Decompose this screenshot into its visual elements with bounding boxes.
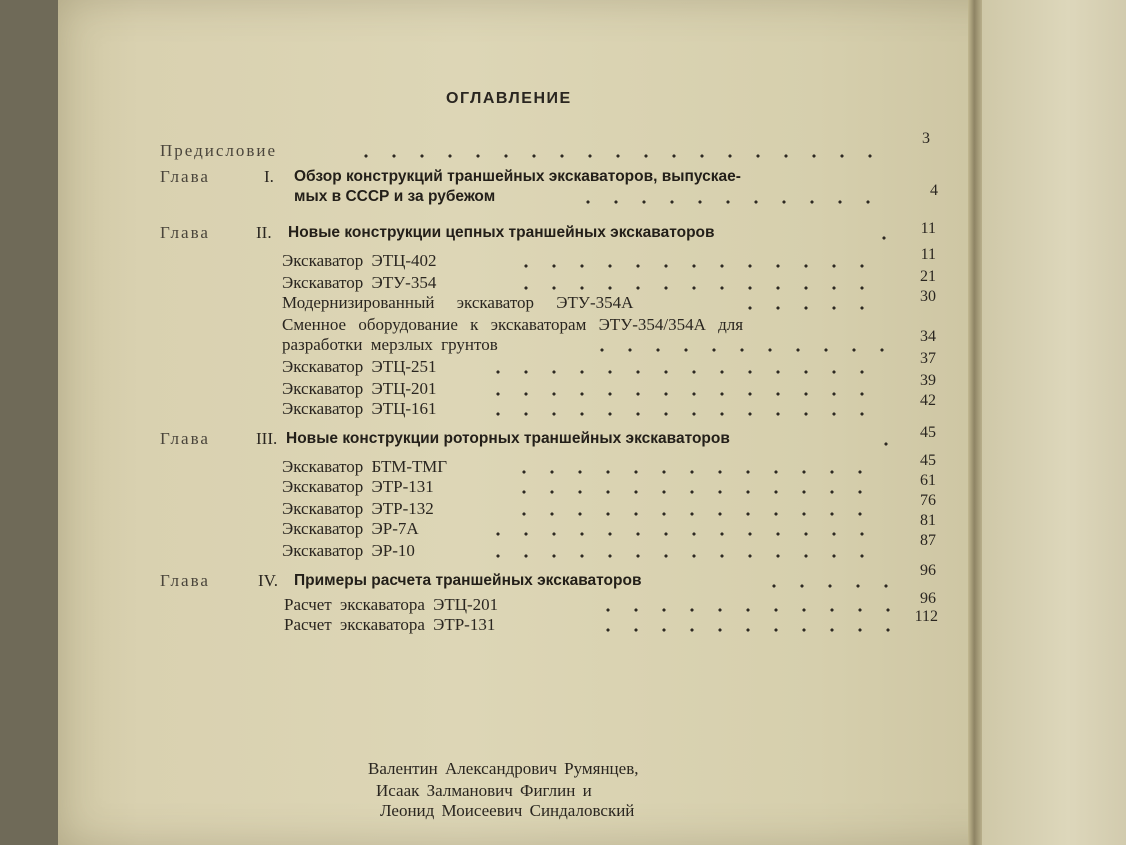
- toc-subentry: [0, 392, 1126, 420]
- toc-subentry-cont: [0, 328, 1126, 356]
- toc-entry-chapter-1: [0, 166, 1126, 188]
- chapter-label: Глава: [160, 167, 210, 186]
- toc-subentry: [0, 492, 1126, 520]
- subentry-title: Экскаватор ЭТР-131: [282, 477, 434, 496]
- author-name: Валентин Александрович Румянцев,: [368, 759, 639, 778]
- toc-heading: ОГЛАВЛЕНИЕ: [446, 90, 572, 107]
- toc-entry-chapter-3: [0, 424, 1126, 450]
- page-number: 4: [930, 182, 938, 199]
- author-name: Леонид Моисеевич Синдаловский: [380, 801, 635, 820]
- leader-dots: [588, 348, 886, 352]
- toc-entry-chapter-4: [0, 562, 1126, 592]
- page-number: 81: [920, 512, 936, 529]
- chapter-number: I.: [264, 167, 274, 186]
- toc-entry-preface: [0, 130, 1126, 162]
- page-number: 34: [920, 328, 936, 345]
- chapter-title: Новые конструкции цепных траншейных экскаваторов: [288, 224, 715, 241]
- facing-page: [982, 0, 1126, 845]
- leader-dots: [510, 470, 886, 474]
- subentry-title: Экскаватор ЭР-10: [282, 541, 415, 560]
- leader-dots: [512, 264, 886, 268]
- chapter-number: II.: [256, 223, 272, 242]
- leader-dots: [594, 628, 890, 632]
- toc-subentry: [0, 532, 1126, 562]
- chapter-title: Примеры расчета траншейных экскаваторов: [294, 572, 642, 589]
- page-number: 96: [920, 562, 936, 579]
- toc-subentry: [0, 350, 1126, 378]
- leader-dots: [484, 370, 886, 374]
- page-number: 45: [920, 424, 936, 441]
- toc-subentry: [0, 608, 1126, 636]
- leader-dots: [594, 608, 890, 612]
- subentry-title: Сменное оборудование к экскаваторам ЭТУ-354/354А для: [282, 315, 744, 334]
- chapter-label: Глава: [160, 429, 210, 448]
- page-number: 61: [920, 472, 936, 489]
- page-number: 39: [920, 372, 936, 389]
- subentry-title: Экскаватор ЭТУ-354: [282, 273, 437, 292]
- leader-dots: [484, 532, 886, 536]
- subentry-title: Модернизированный экскаватор ЭТУ-354А: [282, 293, 634, 312]
- toc-subentry: [0, 512, 1126, 540]
- chapter-number: III.: [256, 429, 278, 448]
- page-number: 87: [920, 532, 936, 549]
- subentry-title: Экскаватор ЭТЦ-201: [282, 379, 437, 398]
- toc-subentry: [0, 246, 1126, 272]
- page-number: 37: [920, 350, 936, 367]
- leader-dots: [484, 412, 886, 416]
- page-number: 112: [914, 608, 938, 625]
- leader-dots: [870, 236, 886, 240]
- page-number: 30: [920, 288, 936, 305]
- page-number: 42: [920, 392, 936, 409]
- leader-dots: [484, 392, 886, 396]
- chapter-title-cont: мых в СССР и за рубежом: [294, 188, 496, 205]
- page-number: 76: [920, 492, 936, 509]
- chapter-label: Глава: [160, 223, 210, 242]
- page-number: 11: [920, 246, 936, 263]
- subentry-title: Экскаватор ЭТЦ-402: [282, 251, 437, 270]
- page-number: 96: [920, 590, 936, 607]
- page-gutter: [968, 0, 982, 845]
- subentry-title: Расчет экскаватора ЭТЦ-201: [284, 595, 499, 614]
- page-number: 45: [920, 452, 936, 469]
- leader-dots: [484, 554, 886, 558]
- toc-subentry: [0, 288, 1126, 314]
- leader-dots: [510, 512, 886, 516]
- page-number: 21: [920, 268, 936, 285]
- book-page: [58, 0, 1070, 845]
- toc-subentry: [0, 268, 1126, 294]
- leader-dots: [574, 200, 882, 204]
- leader-dots: [736, 306, 886, 310]
- chapter-title: Новые конструкции роторных траншейных экскаваторов: [286, 430, 730, 447]
- leader-dots: [512, 286, 886, 290]
- toc-subentry: [0, 590, 1126, 616]
- subentry-title-cont: разработки мерзлых грунтов: [282, 335, 498, 354]
- leader-dots: [872, 442, 888, 446]
- leader-dots: [510, 490, 886, 494]
- subentry-title: Экскаватор ЭТЦ-161: [282, 399, 437, 418]
- leader-dots: [760, 584, 890, 588]
- subentry-title: Экскаватор ЭР-7А: [282, 519, 419, 538]
- subentry-title: Экскаватор БТМ-ТМГ: [282, 457, 448, 476]
- preface-label: Предисловие: [160, 141, 278, 160]
- subentry-title: Экскаватор ЭТЦ-251: [282, 357, 437, 376]
- toc-entry-chapter-1-cont: [0, 182, 1126, 208]
- toc-subentry: [0, 452, 1126, 478]
- toc-subentry: [0, 372, 1126, 400]
- toc-subentry: [0, 314, 1126, 336]
- page-number: 3: [922, 130, 930, 147]
- subentry-title: Расчет экскаватора ЭТР-131: [284, 615, 496, 634]
- author-name: Исаак Залманович Фиглин и: [376, 781, 592, 800]
- toc-entry-chapter-2: [0, 222, 1126, 244]
- page-number: 11: [920, 220, 936, 237]
- chapter-title: Обзор конструкций траншейных экскаваторов, выпускае-: [294, 168, 741, 185]
- toc-subentry: [0, 472, 1126, 498]
- leader-dots: [352, 154, 882, 158]
- chapter-label: Глава: [160, 571, 210, 590]
- subentry-title: Экскаватор ЭТР-132: [282, 499, 434, 518]
- chapter-number: IV.: [258, 571, 278, 590]
